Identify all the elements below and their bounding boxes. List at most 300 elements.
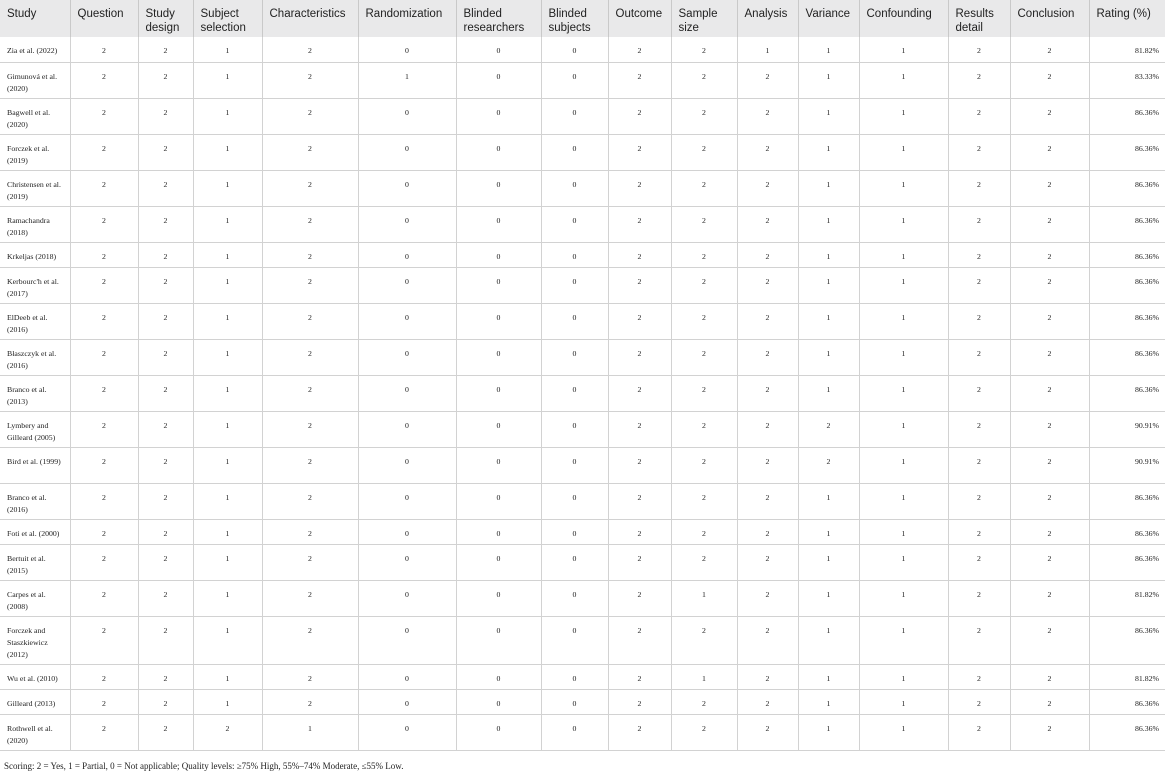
score-cell	[358, 519, 456, 544]
cell-text: 2	[702, 456, 706, 466]
cell-text: 2	[765, 384, 770, 394]
score-cell	[262, 170, 358, 206]
score-cell	[948, 411, 1010, 447]
header-variance: Variance	[798, 0, 859, 37]
cell-text: 1	[225, 179, 230, 189]
score-cell	[737, 544, 798, 580]
score-cell	[859, 303, 948, 339]
cell-text: 2	[163, 46, 168, 55]
cell-text: 0	[496, 312, 501, 322]
cell-text: 2	[977, 673, 981, 683]
cell-text: 1	[308, 723, 312, 733]
score-cell	[671, 303, 737, 339]
score-cell	[262, 580, 358, 616]
score-cell	[262, 483, 358, 519]
score-cell	[138, 616, 193, 664]
score-cell	[456, 375, 541, 411]
cell-text: 86.36%	[1134, 348, 1159, 358]
table-row	[0, 580, 1165, 616]
score-cell	[541, 339, 608, 375]
score-cell	[138, 519, 193, 544]
score-cell	[671, 580, 737, 616]
cell-text: 0	[572, 179, 577, 189]
cell-text: 0	[496, 528, 501, 538]
header-row	[0, 0, 1165, 37]
cell-text: 1	[826, 348, 831, 358]
header-characteristics: Characteristics	[262, 0, 358, 37]
score-cell	[358, 411, 456, 447]
table-row	[0, 483, 1165, 519]
cell-text: Bird et al. (1999)	[7, 456, 61, 466]
score-cell	[737, 580, 798, 616]
cell-text: 2	[765, 276, 770, 286]
study-name-cell	[0, 339, 70, 375]
cell-text: 1	[826, 492, 831, 502]
cell-text: Foti et al. (2000)	[7, 528, 60, 538]
score-cell	[737, 37, 798, 62]
cell-text: 2	[637, 723, 642, 733]
score-cell	[358, 544, 456, 580]
cell-text: 1	[225, 71, 230, 81]
score-cell	[1010, 544, 1089, 580]
cell-text: 86.36%	[1134, 553, 1159, 563]
score-cell	[737, 339, 798, 375]
cell-text: 2	[1047, 698, 1052, 708]
cell-text: 2	[977, 723, 981, 733]
score-cell	[608, 447, 671, 483]
cell-text: 0	[496, 143, 501, 153]
cell-text: 1	[901, 589, 906, 599]
header-randomization: Randomization	[358, 0, 456, 37]
cell-text: 81.82%	[1134, 46, 1159, 55]
cell-text: 0	[572, 673, 577, 683]
cell-text: 1	[702, 673, 706, 683]
score-cell	[859, 664, 948, 689]
cell-text: 2	[637, 384, 642, 394]
score-cell	[70, 483, 138, 519]
header-study-design: Study design	[138, 0, 193, 37]
rating-cell	[1089, 242, 1165, 267]
score-cell	[608, 580, 671, 616]
cell-text: 86.36%	[1134, 723, 1159, 733]
cell-text: 1	[826, 625, 831, 635]
cell-text: ElDeeb et al. (2016)	[7, 312, 48, 334]
cell-text: 2	[1047, 251, 1052, 261]
score-cell	[671, 483, 737, 519]
score-cell	[737, 483, 798, 519]
score-cell	[358, 483, 456, 519]
cell-text: 0	[405, 215, 409, 225]
score-cell	[70, 714, 138, 750]
score-cell	[948, 519, 1010, 544]
score-cell	[798, 664, 859, 689]
table-row	[0, 62, 1165, 98]
score-cell	[193, 375, 262, 411]
score-cell	[70, 580, 138, 616]
table-footnote: Scoring: 2 = Yes, 1 = Partial, 0 = Not applicable; Quality levels: ≥75% High, 55%–74% Moderate, ≤55% Low.	[4, 761, 404, 771]
cell-text: 86.36%	[1134, 179, 1159, 189]
score-cell	[138, 339, 193, 375]
cell-text: 2	[1047, 46, 1052, 55]
score-cell	[671, 206, 737, 242]
cell-text: 2	[308, 143, 312, 153]
cell-text: 0	[572, 46, 577, 55]
cell-text: 0	[572, 589, 577, 599]
study-name-cell	[0, 580, 70, 616]
score-cell	[456, 134, 541, 170]
cell-text: 0	[405, 420, 409, 430]
cell-text: 86.36%	[1134, 492, 1159, 502]
score-cell	[138, 98, 193, 134]
cell-text: 2	[637, 492, 642, 502]
cell-text: 2	[308, 276, 312, 286]
cell-text: 0	[405, 348, 409, 358]
score-cell	[798, 519, 859, 544]
cell-text: 2	[308, 46, 312, 55]
score-cell	[358, 62, 456, 98]
score-cell	[1010, 714, 1089, 750]
score-cell	[138, 714, 193, 750]
cell-text: 2	[702, 384, 706, 394]
score-cell	[456, 170, 541, 206]
header-confounding: Confounding	[859, 0, 948, 37]
score-cell	[358, 303, 456, 339]
score-cell	[541, 664, 608, 689]
score-cell	[948, 447, 1010, 483]
cell-text: 1	[225, 553, 230, 563]
score-cell	[737, 170, 798, 206]
score-cell	[948, 664, 1010, 689]
score-cell	[608, 411, 671, 447]
score-cell	[138, 242, 193, 267]
cell-text: Ramachandra (2018)	[7, 215, 50, 237]
cell-text: 0	[496, 625, 501, 635]
score-cell	[262, 62, 358, 98]
score-cell	[262, 267, 358, 303]
cell-text: 2	[702, 723, 706, 733]
score-cell	[1010, 303, 1089, 339]
cell-text: 2	[637, 673, 642, 683]
score-cell	[138, 62, 193, 98]
score-cell	[193, 242, 262, 267]
score-cell	[671, 37, 737, 62]
cell-text: 2	[102, 420, 106, 430]
score-cell	[70, 411, 138, 447]
score-cell	[456, 580, 541, 616]
score-cell	[541, 98, 608, 134]
table-row	[0, 98, 1165, 134]
cell-text: 86.36%	[1134, 143, 1159, 153]
score-cell	[70, 134, 138, 170]
cell-text: 1	[826, 179, 831, 189]
cell-text: 0	[572, 348, 577, 358]
score-cell	[541, 689, 608, 714]
header-question: Question	[70, 0, 138, 37]
score-cell	[541, 267, 608, 303]
cell-text: 2	[637, 528, 642, 538]
cell-text: 0	[496, 348, 501, 358]
cell-text: 2	[163, 215, 168, 225]
study-name-cell	[0, 689, 70, 714]
rating-cell	[1089, 134, 1165, 170]
score-cell	[798, 242, 859, 267]
score-cell	[608, 616, 671, 664]
score-cell	[798, 267, 859, 303]
cell-text: 2	[765, 723, 770, 733]
cell-text: 2	[1047, 348, 1052, 358]
cell-text: 0	[496, 553, 501, 563]
cell-text: 1	[225, 625, 230, 635]
score-cell	[358, 242, 456, 267]
score-cell	[798, 37, 859, 62]
cell-text: 2	[702, 46, 706, 55]
cell-text: 2	[977, 420, 981, 430]
cell-text: 2	[637, 71, 642, 81]
cell-text: 2	[1047, 107, 1052, 117]
header-results-detail: Results detail	[948, 0, 1010, 37]
cell-text: 0	[572, 107, 577, 117]
cell-text: 2	[102, 312, 106, 322]
cell-text: 2	[308, 179, 312, 189]
score-cell	[138, 206, 193, 242]
score-cell	[671, 375, 737, 411]
score-cell	[859, 714, 948, 750]
cell-text: 2	[102, 528, 106, 538]
rating-cell	[1089, 339, 1165, 375]
score-cell	[1010, 447, 1089, 483]
score-cell	[608, 206, 671, 242]
cell-text: 2	[102, 107, 106, 117]
score-cell	[262, 37, 358, 62]
cell-text: 0	[496, 46, 501, 55]
score-cell	[608, 134, 671, 170]
cell-text: 1	[901, 625, 906, 635]
cell-text: 2	[702, 553, 706, 563]
score-cell	[671, 664, 737, 689]
rating-cell	[1089, 689, 1165, 714]
cell-text: 90.91%	[1134, 420, 1159, 430]
score-cell	[70, 339, 138, 375]
cell-text: 2	[163, 553, 168, 563]
score-cell	[671, 134, 737, 170]
cell-text: 1	[826, 107, 831, 117]
cell-text: 2	[163, 673, 168, 683]
cell-text: 86.36%	[1134, 528, 1159, 538]
score-cell	[671, 62, 737, 98]
cell-text: 2	[765, 107, 770, 117]
cell-text: 2	[637, 143, 642, 153]
score-cell	[541, 411, 608, 447]
score-cell	[671, 544, 737, 580]
cell-text: 1	[826, 553, 831, 563]
cell-text: 2	[702, 528, 706, 538]
cell-text: 1	[901, 456, 906, 466]
rating-cell	[1089, 411, 1165, 447]
cell-text: 2	[637, 625, 642, 635]
cell-text: 2	[102, 589, 106, 599]
cell-text: 2	[163, 276, 168, 286]
rating-cell	[1089, 206, 1165, 242]
cell-text: 2	[637, 107, 642, 117]
cell-text: Rothwell et al. (2020)	[7, 723, 53, 745]
cell-text: 2	[308, 312, 312, 322]
cell-text: 2	[702, 492, 706, 502]
study-name-cell	[0, 267, 70, 303]
cell-text: 0	[572, 528, 577, 538]
table-row	[0, 375, 1165, 411]
cell-text: 2	[702, 312, 706, 322]
cell-text: 2	[1047, 179, 1052, 189]
cell-text: 2	[765, 179, 770, 189]
table-row	[0, 411, 1165, 447]
cell-text: 2	[765, 698, 770, 708]
score-cell	[737, 206, 798, 242]
score-cell	[193, 616, 262, 664]
rating-cell	[1089, 98, 1165, 134]
score-cell	[798, 447, 859, 483]
score-cell	[358, 447, 456, 483]
cell-text: 1	[826, 312, 831, 322]
cell-text: 2	[977, 215, 981, 225]
cell-text: Kerbourc'h et al. (2017)	[7, 276, 59, 298]
cell-text: 2	[308, 71, 312, 81]
cell-text: 1	[826, 723, 831, 733]
score-cell	[456, 447, 541, 483]
score-cell	[948, 714, 1010, 750]
cell-text: 0	[496, 215, 501, 225]
score-cell	[193, 267, 262, 303]
score-cell	[859, 580, 948, 616]
cell-text: 2	[1047, 553, 1052, 563]
score-cell	[262, 447, 358, 483]
table-row	[0, 447, 1165, 483]
cell-text: 2	[977, 589, 981, 599]
cell-text: 1	[901, 179, 906, 189]
cell-text: 1	[901, 673, 906, 683]
cell-text: 1	[405, 71, 409, 81]
cell-text: 2	[1047, 492, 1052, 502]
rating-cell	[1089, 580, 1165, 616]
score-cell	[608, 170, 671, 206]
score-cell	[456, 689, 541, 714]
score-cell	[193, 580, 262, 616]
cell-text: 0	[572, 492, 577, 502]
score-cell	[859, 616, 948, 664]
score-cell	[138, 689, 193, 714]
table-row	[0, 170, 1165, 206]
score-cell	[608, 375, 671, 411]
cell-text: 1	[901, 107, 906, 117]
cell-text: 0	[572, 698, 577, 708]
cell-text: 2	[163, 384, 168, 394]
cell-text: 1	[225, 348, 230, 358]
cell-text: 2	[163, 528, 168, 538]
cell-text: 2	[308, 456, 312, 466]
cell-text: 86.36%	[1134, 312, 1159, 322]
score-cell	[798, 544, 859, 580]
score-cell	[798, 62, 859, 98]
score-cell	[859, 134, 948, 170]
header-study: Study	[0, 0, 70, 37]
score-cell	[948, 689, 1010, 714]
cell-text: 0	[405, 276, 409, 286]
cell-text: 2	[1047, 143, 1052, 153]
cell-text: 1	[901, 698, 906, 708]
score-cell	[456, 616, 541, 664]
header-outcome: Outcome	[608, 0, 671, 37]
cell-text: 2	[163, 143, 168, 153]
cell-text: 0	[496, 71, 501, 81]
score-cell	[1010, 580, 1089, 616]
score-cell	[138, 447, 193, 483]
cell-text: 1	[901, 251, 906, 261]
cell-text: 2	[1047, 456, 1052, 466]
cell-text: 2	[1047, 420, 1052, 430]
score-cell	[798, 206, 859, 242]
score-cell	[948, 616, 1010, 664]
cell-text: 1	[225, 215, 230, 225]
cell-text: 2	[102, 492, 106, 502]
study-name-cell	[0, 483, 70, 519]
cell-text: Branco et al. (2016)	[7, 492, 47, 514]
cell-text: 2	[765, 251, 770, 261]
cell-text: 1	[901, 420, 906, 430]
cell-text: 2	[765, 143, 770, 153]
score-cell	[456, 483, 541, 519]
cell-text: 1	[901, 528, 906, 538]
cell-text: 0	[572, 420, 577, 430]
cell-text: 0	[496, 420, 501, 430]
score-cell	[193, 519, 262, 544]
cell-text: 1	[901, 348, 906, 358]
score-cell	[262, 519, 358, 544]
score-cell	[859, 375, 948, 411]
score-cell	[70, 447, 138, 483]
score-cell	[608, 714, 671, 750]
cell-text: 83.33%	[1134, 71, 1159, 81]
score-cell	[608, 664, 671, 689]
cell-text: 2	[765, 528, 770, 538]
score-cell	[671, 714, 737, 750]
cell-text: 2	[1047, 384, 1052, 394]
score-cell	[737, 519, 798, 544]
cell-text: 2	[308, 553, 312, 563]
score-cell	[671, 689, 737, 714]
rating-cell	[1089, 267, 1165, 303]
score-cell	[193, 339, 262, 375]
cell-text: 2	[308, 528, 312, 538]
cell-text: 0	[572, 384, 577, 394]
cell-text: 0	[405, 179, 409, 189]
score-cell	[1010, 206, 1089, 242]
cell-text: 86.36%	[1134, 215, 1159, 225]
cell-text: 2	[826, 456, 831, 466]
score-cell	[737, 714, 798, 750]
cell-text: 2	[102, 276, 106, 286]
score-cell	[456, 714, 541, 750]
score-cell	[358, 689, 456, 714]
cell-text: 1	[826, 384, 831, 394]
cell-text: 1	[826, 143, 831, 153]
score-cell	[70, 170, 138, 206]
cell-text: 86.36%	[1134, 698, 1159, 708]
cell-text: 2	[308, 251, 312, 261]
score-cell	[541, 62, 608, 98]
score-cell	[948, 62, 1010, 98]
score-cell	[948, 483, 1010, 519]
cell-text: 0	[496, 673, 501, 683]
study-name-cell	[0, 519, 70, 544]
